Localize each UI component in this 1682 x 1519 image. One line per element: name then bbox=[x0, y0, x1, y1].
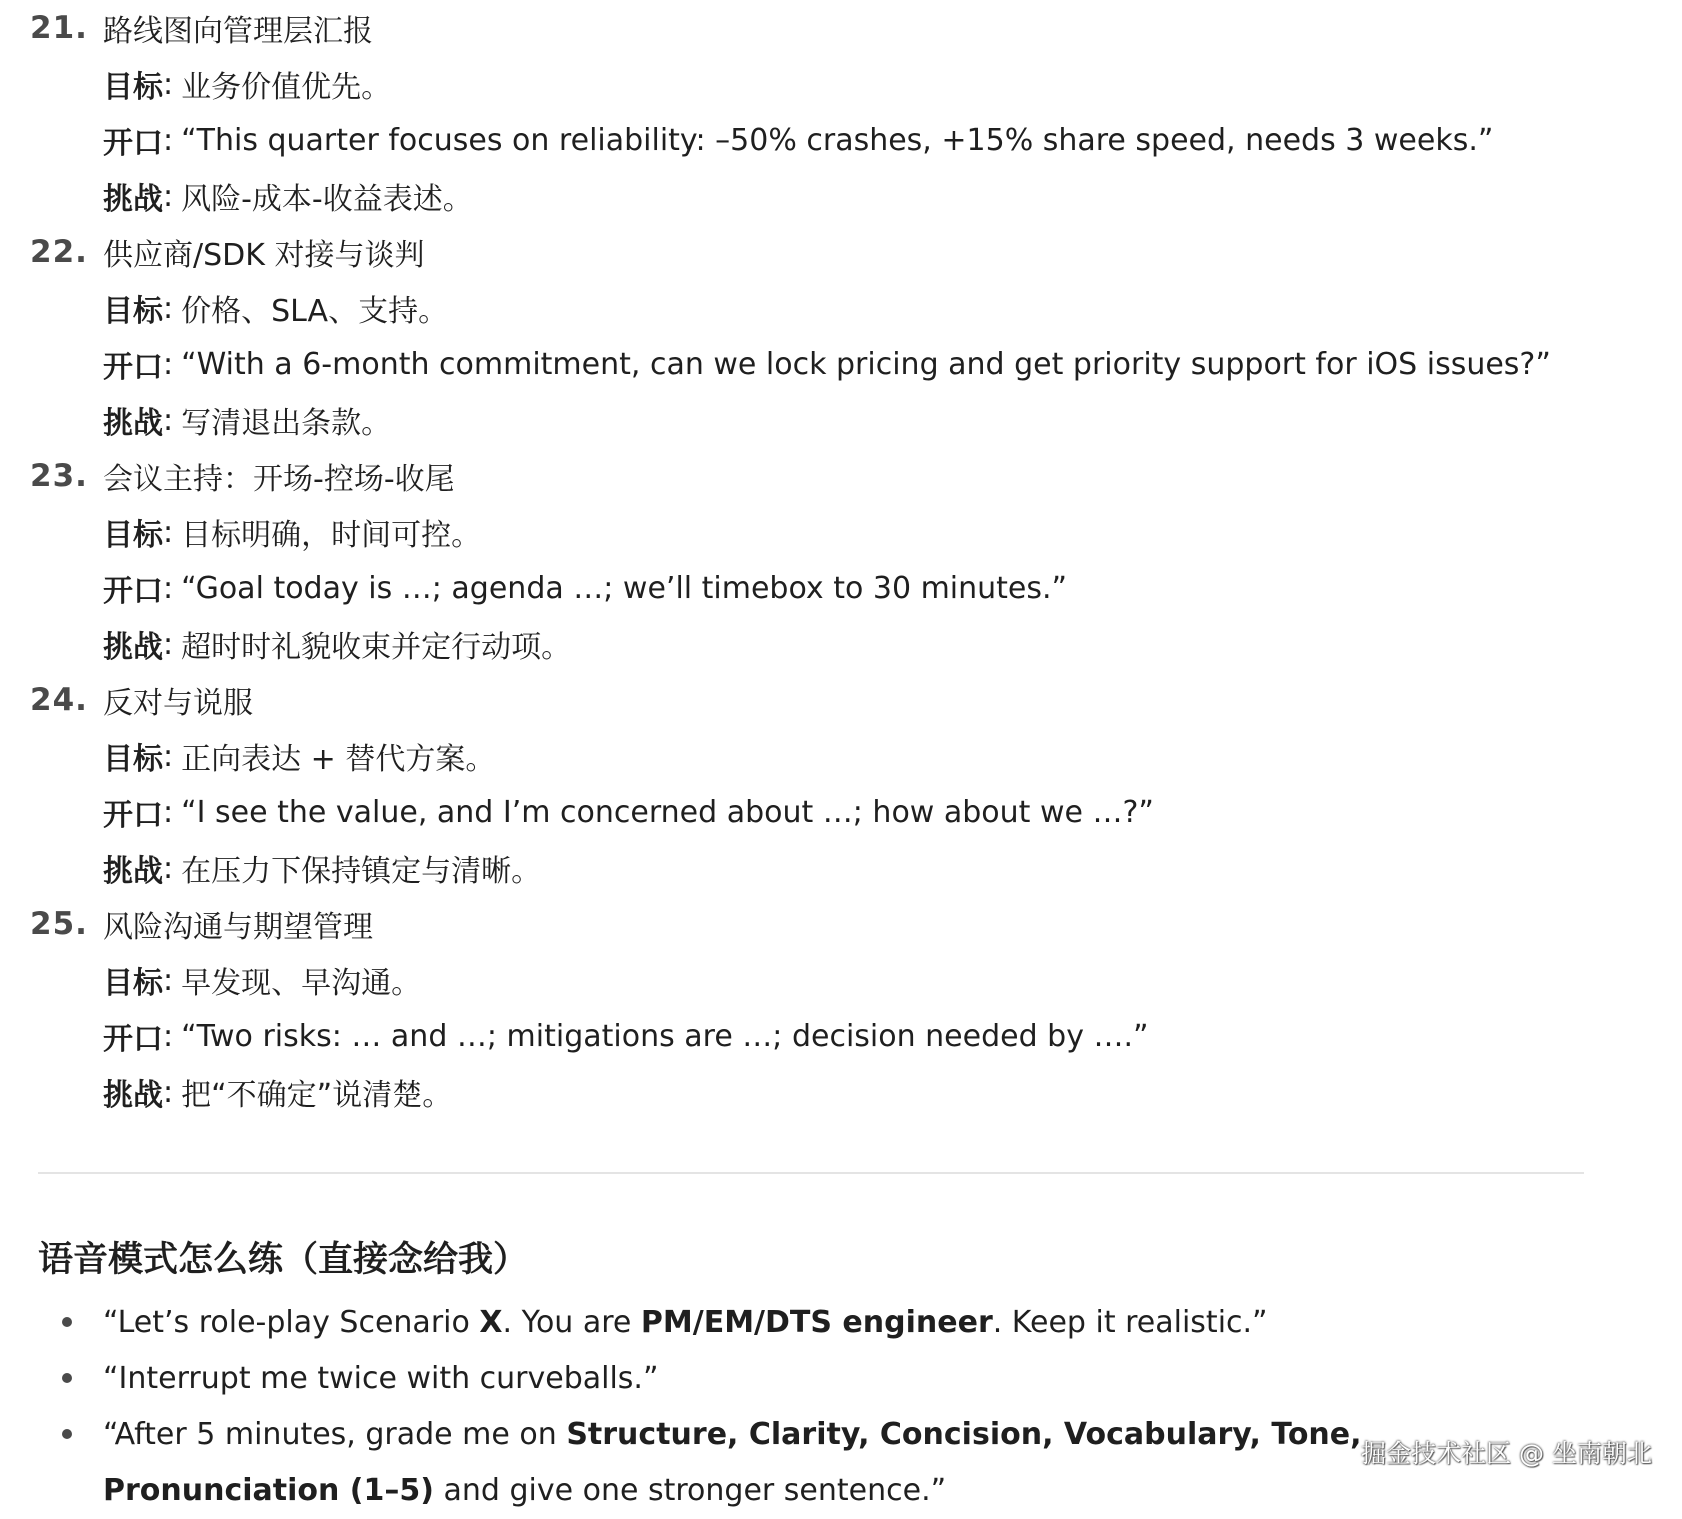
scenario-heading bbox=[0, 672, 1682, 728]
challenge-line: 挑战 : 风险-成本-收益表述。 bbox=[0, 168, 1682, 224]
voice-practice-list bbox=[0, 1295, 1682, 1519]
challenge-text: 超时时礼貌收束并定行动项。 bbox=[181, 630, 572, 665]
goal-line: 目标 : 价格、SLA、支持。 bbox=[0, 280, 1682, 336]
goal-label: 目标 bbox=[103, 70, 163, 105]
opener-label: 开口 bbox=[103, 350, 163, 385]
scenario-heading bbox=[0, 0, 1682, 56]
opener-label: 开口 bbox=[103, 798, 163, 833]
scenario-title: 会议主持：开场-控场-收尾 bbox=[103, 462, 455, 497]
challenge-line: 挑战 : 在压力下保持镇定与清晰。 bbox=[0, 840, 1682, 896]
challenge-text: 风险-成本-收益表述。 bbox=[181, 182, 473, 217]
goal-text: 早发现、早沟通。 bbox=[181, 966, 422, 1001]
scenario-number: 24. bbox=[30, 682, 88, 718]
scenario-heading bbox=[0, 224, 1682, 280]
challenge-label: 挑战 bbox=[103, 406, 163, 441]
goal-text: 业务价值优先。 bbox=[181, 70, 392, 105]
opener-text: “This quarter focuses on reliability: –50% crashes, +15% share speed, needs 3 weeks.” bbox=[181, 122, 1494, 158]
goal-line: 目标 : 早发现、早沟通。 bbox=[0, 952, 1682, 1008]
challenge-text: 在压力下保持镇定与清晰。 bbox=[181, 854, 542, 889]
opener-text: “With a 6-month commitment, can we lock pricing and get priority support for iOS issues?” bbox=[181, 346, 1551, 382]
scenario-heading bbox=[0, 896, 1682, 952]
challenge-label: 挑战 bbox=[103, 630, 163, 665]
list-item: “After 5 minutes, grade me on Structure, Clarity, Concision, Vocabulary, Tone, Pronunciation (1–5) and give one stronger sentence.” bbox=[0, 1407, 1583, 1519]
challenge-line: 挑战 : 把“不确定”说清楚。 bbox=[0, 1064, 1682, 1120]
section-divider bbox=[38, 1172, 1584, 1174]
scenario-heading bbox=[0, 448, 1682, 504]
challenge-label: 挑战 bbox=[103, 1078, 163, 1113]
list-item: “Let’s role-play Scenario X. You are PM/EM/DTS engineer. Keep it realistic.” bbox=[0, 1295, 1583, 1351]
opener-line: 开口 : “Goal today is …; agenda …; we’ll timebox to 30 minutes.” bbox=[0, 560, 1682, 616]
opener-line: 开口 : “This quarter focuses on reliability: –50% crashes, +15% share speed, needs 3 weeks.” bbox=[0, 112, 1682, 168]
scenario-number: 23. bbox=[30, 458, 88, 494]
goal-line: 目标 : 目标明确，时间可控。 bbox=[0, 504, 1682, 560]
scenario-item bbox=[0, 0, 1682, 224]
challenge-text: 把“不确定”说清楚。 bbox=[181, 1078, 453, 1113]
scenario-item bbox=[0, 672, 1682, 896]
scenario-item bbox=[0, 224, 1682, 448]
scenario-number: 21. bbox=[30, 10, 88, 46]
goal-line: 目标 : 业务价值优先。 bbox=[0, 56, 1682, 112]
opener-text: “Goal today is …; agenda …; we’ll timebox to 30 minutes.” bbox=[181, 570, 1068, 606]
bullet-dot-icon bbox=[62, 1317, 72, 1327]
scenario-item bbox=[0, 448, 1682, 672]
opener-text: “I see the value, and I’m concerned about …; how about we …?” bbox=[181, 794, 1154, 830]
goal-line: 目标 : 正向表达 + 替代方案。 bbox=[0, 728, 1682, 784]
goal-label: 目标 bbox=[103, 742, 163, 777]
section-heading: 语音模式怎么练（直接念给我） bbox=[38, 1240, 529, 1280]
goal-label: 目标 bbox=[103, 966, 163, 1001]
watermark: 掘金技术社区 @ 坐南朝北 bbox=[1361, 1439, 1652, 1468]
bullet-dot-icon bbox=[62, 1373, 72, 1383]
list-item: “Interrupt me twice with curveballs.” bbox=[0, 1351, 1583, 1407]
goal-text: 目标明确，时间可控。 bbox=[181, 518, 482, 553]
opener-label: 开口 bbox=[103, 126, 163, 161]
scenario-title: 供应商/SDK 对接与谈判 bbox=[103, 238, 425, 273]
goal-text: 正向表达 + 替代方案。 bbox=[181, 742, 496, 777]
opener-line: 开口 : “With a 6-month commitment, can we lock pricing and get priority support for iOS issues?” bbox=[0, 336, 1682, 392]
scenario-title: 反对与说服 bbox=[103, 686, 253, 721]
scenario-number: 25. bbox=[30, 906, 88, 942]
bullet-dot-icon bbox=[62, 1429, 72, 1439]
opener-label: 开口 bbox=[103, 1022, 163, 1057]
opener-line: 开口 : “Two risks: … and …; mitigations are …; decision needed by ….” bbox=[0, 1008, 1682, 1064]
challenge-line: 挑战 : 超时时礼貌收束并定行动项。 bbox=[0, 616, 1682, 672]
challenge-line: 挑战 : 写清退出条款。 bbox=[0, 392, 1682, 448]
opener-text: “Two risks: … and …; mitigations are …; decision needed by ….” bbox=[181, 1018, 1149, 1054]
goal-text: 价格、SLA、支持。 bbox=[181, 294, 449, 329]
scenario-number: 22. bbox=[30, 234, 88, 270]
challenge-text: 写清退出条款。 bbox=[181, 406, 392, 441]
goal-label: 目标 bbox=[103, 294, 163, 329]
goal-label: 目标 bbox=[103, 518, 163, 553]
opener-label: 开口 bbox=[103, 574, 163, 609]
challenge-label: 挑战 bbox=[103, 182, 163, 217]
scenario-item bbox=[0, 896, 1682, 1120]
challenge-label: 挑战 bbox=[103, 854, 163, 889]
opener-line: 开口 : “I see the value, and I’m concerned about …; how about we …?” bbox=[0, 784, 1682, 840]
scenario-title: 路线图向管理层汇报 bbox=[103, 14, 373, 49]
scenario-title: 风险沟通与期望管理 bbox=[103, 910, 373, 945]
